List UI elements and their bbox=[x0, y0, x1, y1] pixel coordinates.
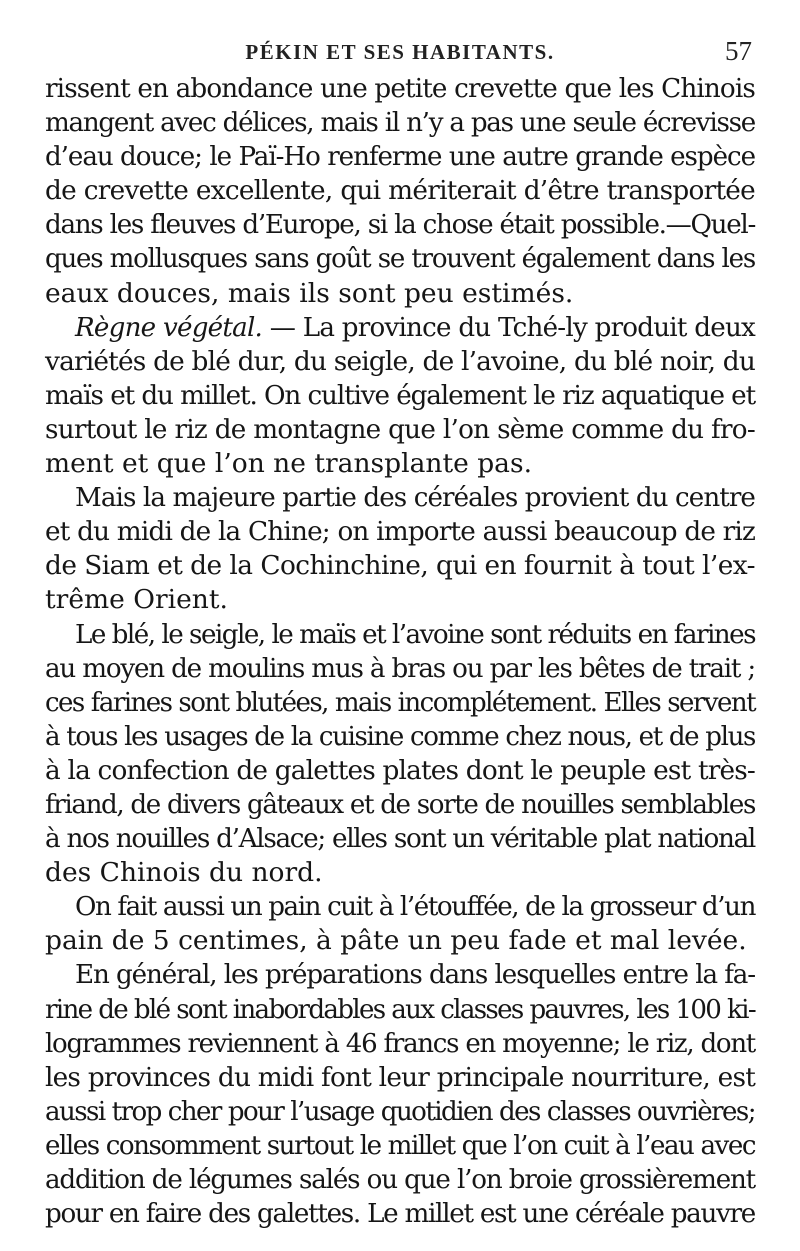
text-line: En général, les préparations dans lesquelles entre la fa- bbox=[75, 960, 755, 991]
text-line: et du midi de la Chine; on importe aussi beaucoup de riz bbox=[45, 517, 755, 548]
paragraph bbox=[45, 618, 755, 891]
text-line: rissent en abondance une petite crevette que les Chinois bbox=[45, 74, 755, 104]
text-line: à nos nouilles d’Alsace; elles sont un véritable plat national bbox=[45, 824, 755, 855]
text-line: ment et que l’on ne transplante pas. bbox=[45, 448, 532, 480]
text-line: On fait aussi un pain cuit à l’étouffée, de la grosseur d’un bbox=[75, 892, 755, 923]
text-line: pain de 5 centimes, à pâte un peu fade et mal levée. bbox=[45, 925, 747, 957]
text-line: variétés de blé dur, du seigle, de l’avoine, du blé noir, du bbox=[45, 346, 755, 377]
text-line: maïs et du millet. On cultive également le riz aquatique et bbox=[45, 380, 755, 411]
paragraph bbox=[45, 481, 755, 617]
paragraph bbox=[45, 958, 755, 1231]
section-lead: Règne végétal. bbox=[75, 312, 263, 343]
text-line: des Chinois du nord. bbox=[45, 857, 323, 889]
text-run: — La province du Tché-ly produit deux bbox=[262, 312, 755, 343]
running-head: PÉKIN ET SES HABITANTS. bbox=[245, 40, 555, 64]
page-number: 57 bbox=[725, 36, 752, 66]
text-line: elles consomment surtout le millet que l’on cuit à l’eau avec bbox=[45, 1130, 755, 1161]
paragraph bbox=[45, 890, 755, 958]
text-line: surtout le riz de montagne que l’on sème comme du fro- bbox=[45, 414, 755, 445]
body-text bbox=[45, 72, 755, 1231]
text-line: aussi trop cher pour l’usage quotidien des classes ouvrières; bbox=[45, 1096, 755, 1127]
text-line: friand, de divers gâteaux et de sorte de nouilles semblables bbox=[45, 789, 755, 820]
text-line: à tous les usages de la cuisine comme chez nous, et de plus bbox=[45, 721, 755, 752]
text-line: addition de légumes salés ou que l’on broie grossièrement bbox=[45, 1165, 755, 1195]
text-line: à la confection de galettes plates dont le peuple est très- bbox=[45, 755, 755, 786]
paragraph bbox=[45, 72, 755, 311]
text-line: de crevette excellente, qui mériterait d’être transportée bbox=[45, 176, 755, 207]
text-line: eaux douces, mais ils sont peu estimés. bbox=[45, 277, 574, 309]
text-line: pour en faire des galettes. Le millet est une céréale pauvre bbox=[45, 1199, 755, 1230]
text-line: dans les fleuves d’Europe, si la chose était possible.—Quel- bbox=[45, 210, 755, 241]
text-line: logrammes reviennent à 46 francs en moyenne; le riz, dont bbox=[45, 1028, 755, 1059]
page-header bbox=[0, 36, 800, 66]
text-line: Le blé, le seigle, le maïs et l’avoine sont réduits en farines bbox=[75, 619, 755, 650]
paragraph bbox=[45, 311, 755, 481]
text-line: au moyen de moulins mus à bras ou par les bêtes de trait ; bbox=[45, 653, 755, 684]
text-line: ces farines sont blutées, mais incomplétement. Elles servent bbox=[45, 687, 755, 718]
text-line: trême Orient. bbox=[45, 584, 228, 616]
text-line: Mais la majeure partie des céréales provient du centre bbox=[75, 483, 755, 514]
text-line: rine de blé sont inabordables aux classes pauvres, les 100 ki- bbox=[45, 994, 755, 1025]
text-line bbox=[45, 311, 755, 345]
text-line: mangent avec délices, mais il n’y a pas une seule écrevisse bbox=[45, 108, 755, 139]
text-line: de Siam et de la Cochinchine, qui en fournit à tout l’ex- bbox=[45, 551, 755, 582]
text-line: ques mollusques sans goût se trouvent également dans les bbox=[45, 244, 755, 275]
text-line: les provinces du midi font leur principale nourriture, est bbox=[45, 1062, 755, 1093]
text-line: d’eau douce; le Paï-Ho renferme une autre grande espèce bbox=[45, 142, 755, 173]
